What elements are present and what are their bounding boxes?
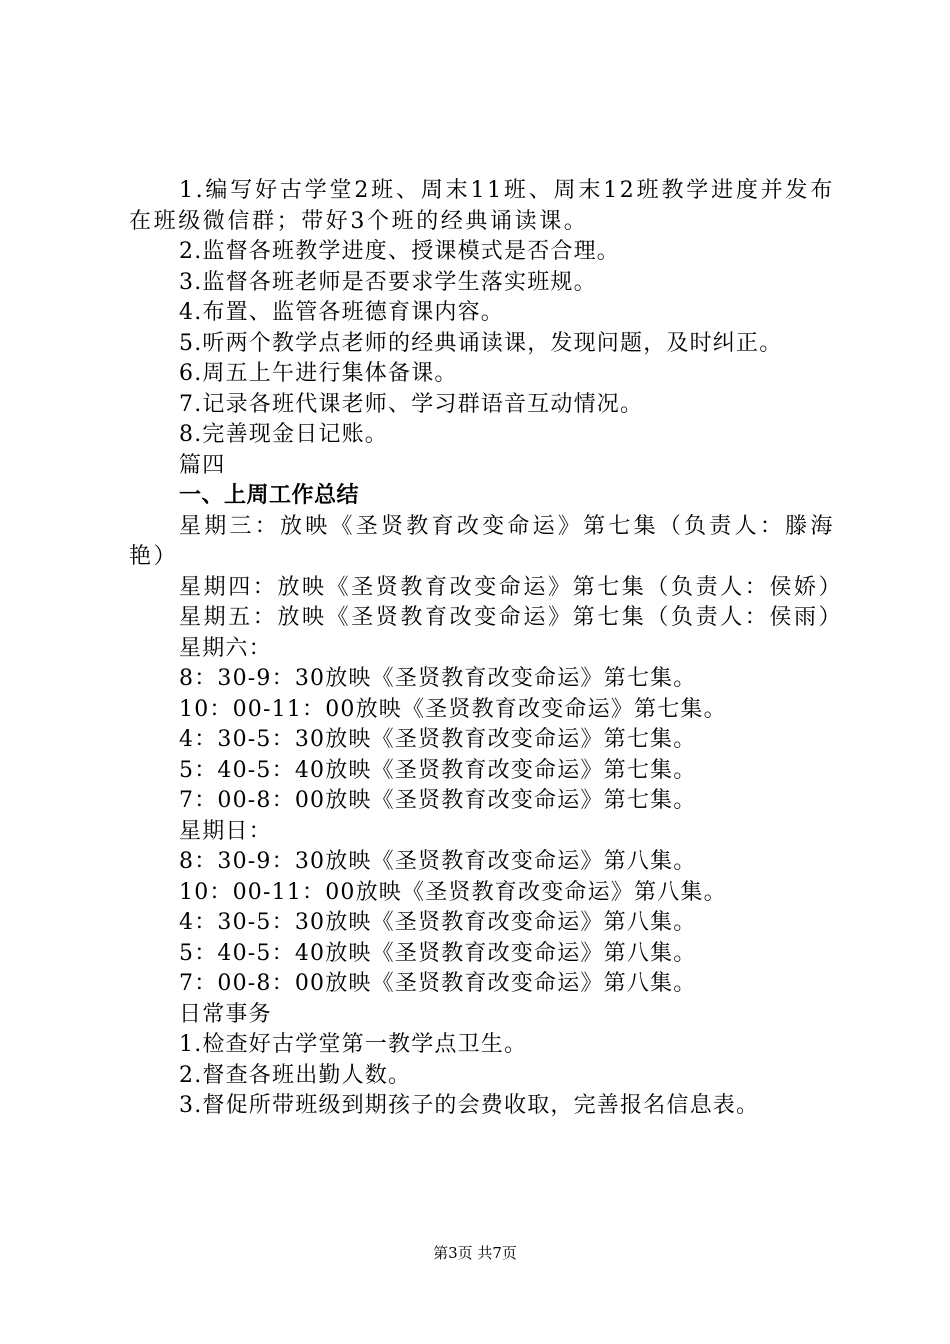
paragraph: 篇四 xyxy=(179,452,226,478)
paragraph: 10：00-11：00放映《圣贤教育改变命运》第七集。 xyxy=(179,696,727,722)
paragraph: 5：40-5：40放映《圣贤教育改变命运》第八集。 xyxy=(179,940,697,966)
paragraph: 7.记录各班代课老师、学习群语音互动情况。 xyxy=(179,391,644,417)
paragraph: 8：30-9：30放映《圣贤教育改变命运》第七集。 xyxy=(179,666,697,691)
paragraph: 1.编写好古学堂2班、周末11班、周末12班教学进度并发布在班级微信群；带好3个班的经典诵读课。 xyxy=(129,178,835,234)
paragraph: 5：40-5：40放映《圣贤教育改变命运》第七集。 xyxy=(179,757,697,783)
paragraph: 10：00-11：00放映《圣贤教育改变命运》第八集。 xyxy=(179,879,727,905)
document-body xyxy=(129,176,844,1122)
paragraph: 星期六： xyxy=(179,635,272,661)
paragraph: 8：30-9：30放映《圣贤教育改变命运》第八集。 xyxy=(179,849,697,874)
paragraph: 2.督查各班出勤人数。 xyxy=(179,1062,412,1088)
section-heading: 一、上周工作总结 xyxy=(179,483,360,508)
page-number: 第3页 共7页 xyxy=(433,1244,517,1262)
paragraph: 5.听两个教学点老师的经典诵读课，发现问题，及时纠正。 xyxy=(179,330,783,356)
paragraph: 星期日： xyxy=(179,818,272,844)
paragraph: 8.完善现金日记账。 xyxy=(179,422,388,447)
paragraph: 4：30-5：30放映《圣贤教育改变命运》第七集。 xyxy=(179,727,697,752)
paragraph: 4.布置、监管各班德育课内容。 xyxy=(179,300,504,325)
paragraph: 4：30-5：30放映《圣贤教育改变命运》第八集。 xyxy=(179,910,697,935)
paragraph: 3.督促所带班级到期孩子的会费收取，完善报名信息表。 xyxy=(179,1093,760,1118)
paragraph: 7：00-8：00放映《圣贤教育改变命运》第八集。 xyxy=(179,971,697,996)
paragraph: 1.检查好古学堂第一教学点卫生。 xyxy=(179,1032,528,1057)
paragraph: 3.监督各班老师是否要求学生落实班规。 xyxy=(179,269,597,295)
paragraph: 日常事务 xyxy=(179,1001,272,1027)
paragraph: 6.周五上午进行集体备课。 xyxy=(179,361,458,386)
paragraph: 7：00-8：00放映《圣贤教育改变命运》第七集。 xyxy=(179,788,697,813)
paragraph: 星期三：放映《圣贤教育改变命运》第七集（负责人：滕海艳） xyxy=(129,513,835,569)
paragraph: 2.监督各班教学进度、授课模式是否合理。 xyxy=(179,239,620,264)
page-footer xyxy=(0,1243,950,1263)
paragraph: 星期五：放映《圣贤教育改变命运》第七集（负责人：侯雨） xyxy=(179,605,844,630)
paragraph: 星期四：放映《圣贤教育改变命运》第七集（负责人：侯娇） xyxy=(179,574,844,600)
